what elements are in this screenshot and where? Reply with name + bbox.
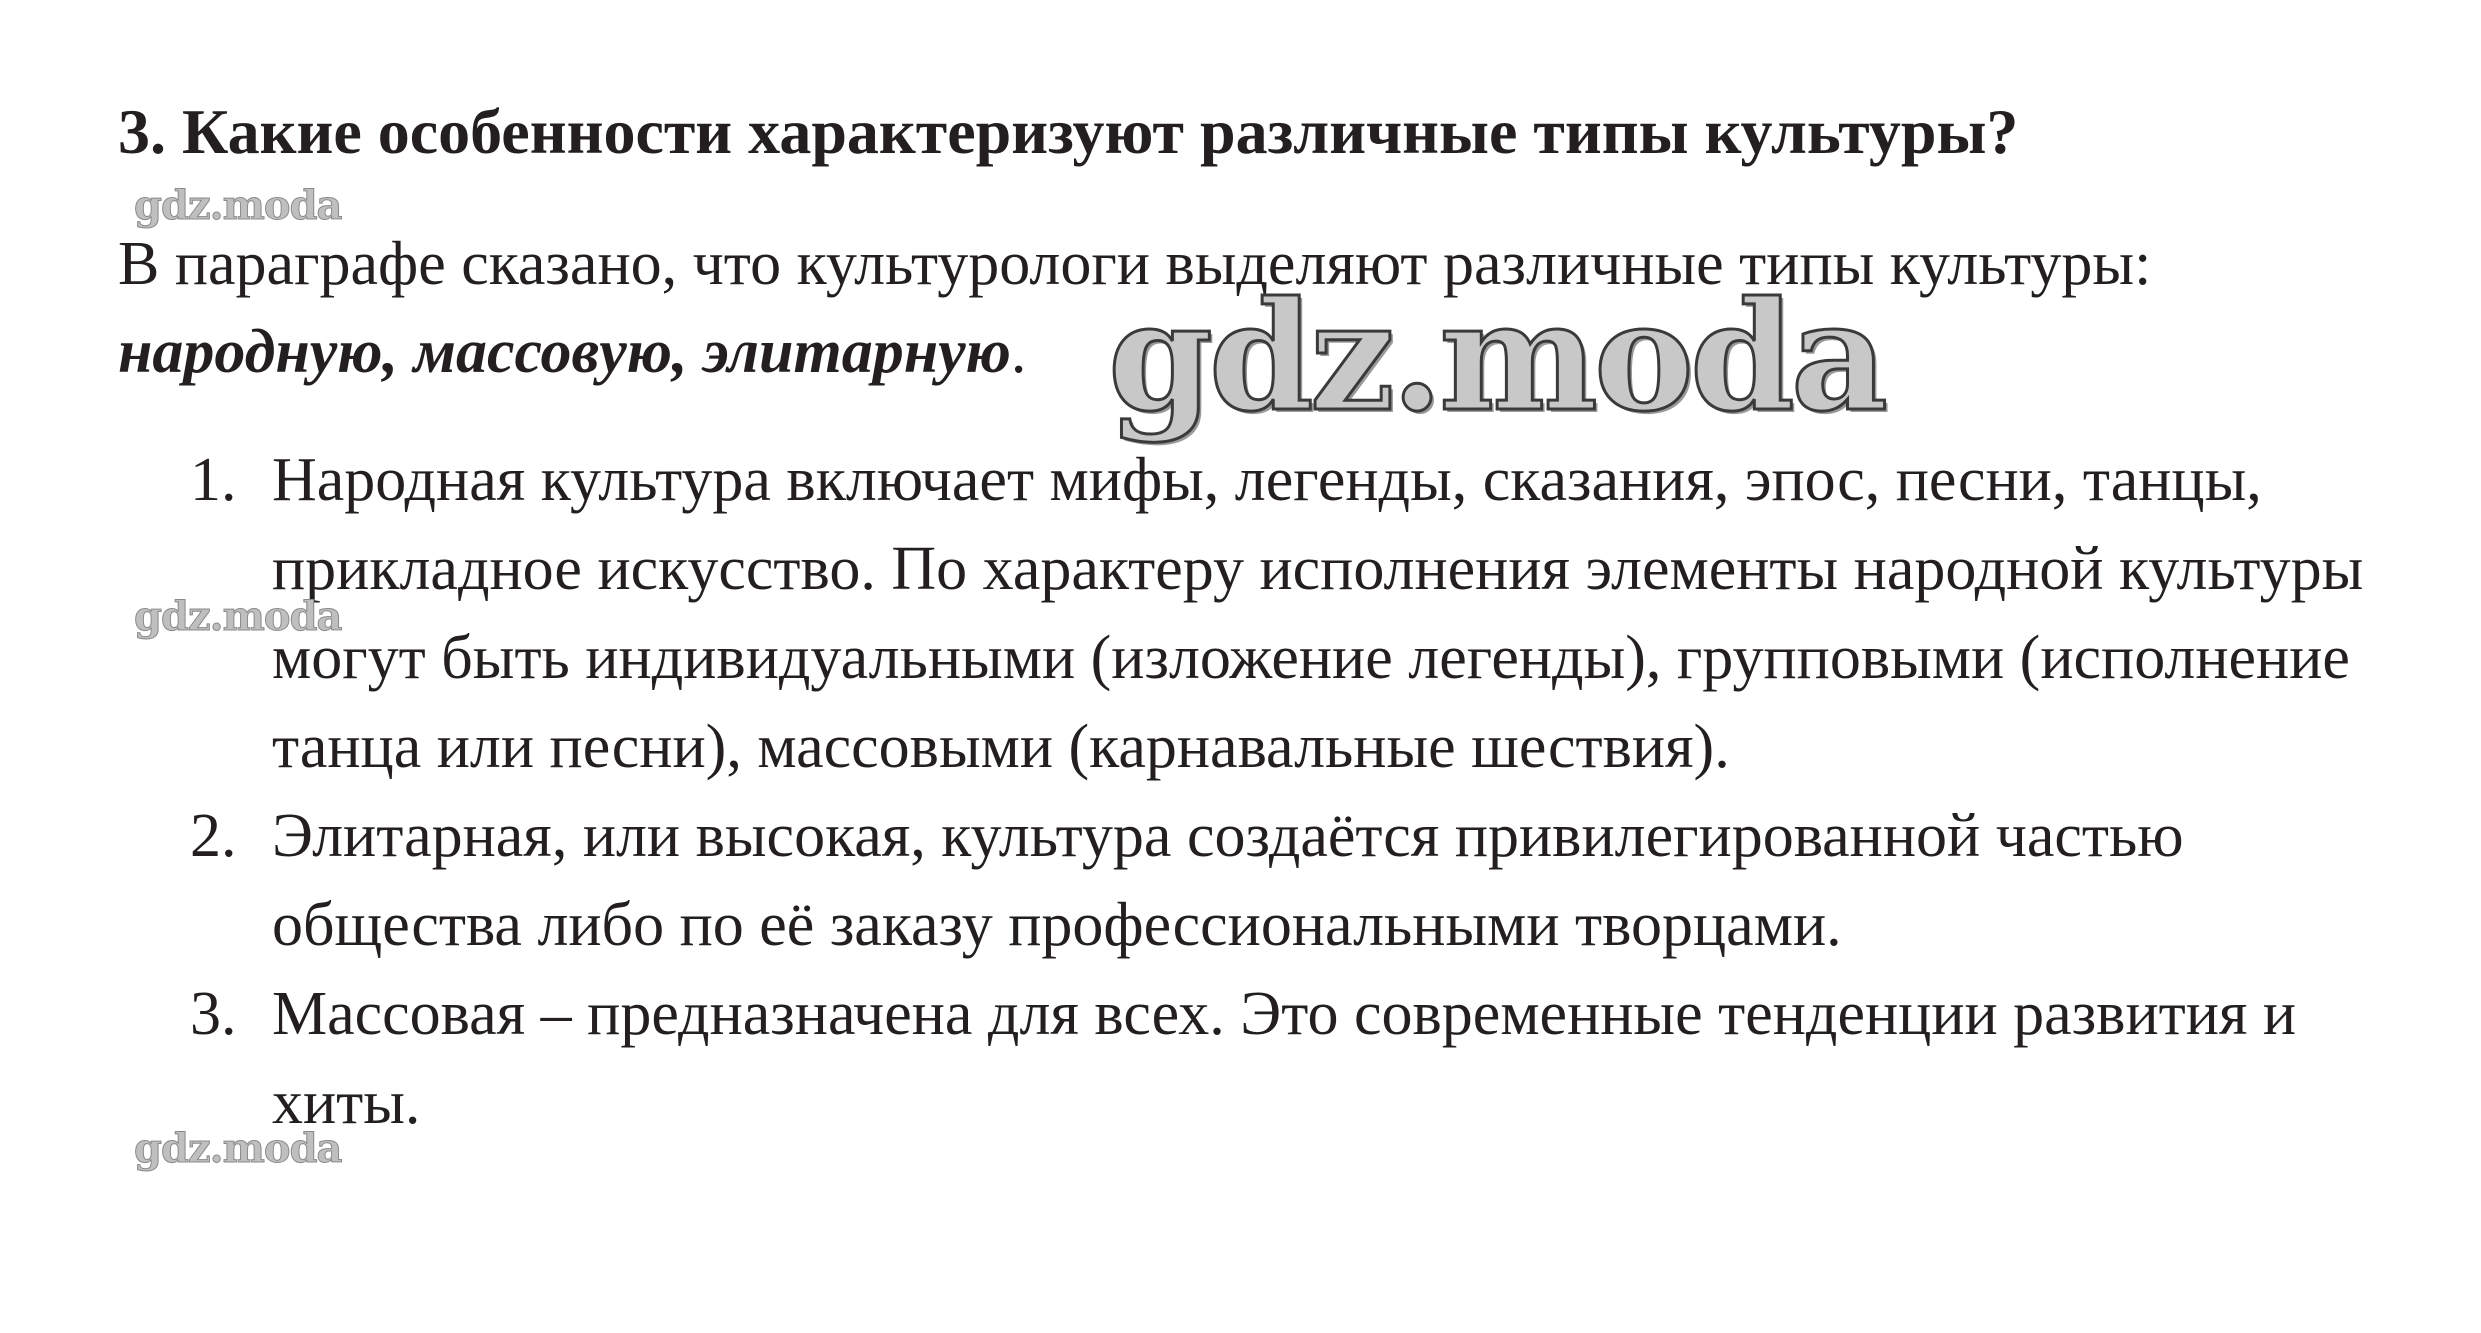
- answer-number: 1.: [190, 446, 237, 514]
- answer-number: 2.: [190, 802, 237, 870]
- watermark-small: gdz.moda: [134, 593, 342, 640]
- intro-text: В параграфе сказано, что культурологи выделяют различные типы культуры:: [118, 230, 2152, 298]
- answer-item-1: [190, 436, 2390, 792]
- answer-item-2: [190, 792, 2390, 970]
- watermark-small: gdz.moda: [134, 182, 342, 229]
- answer-text: Элитарная, или высокая, культура создаётся привилегированной частью общества либо по её заказу профессиональными творцами.: [272, 802, 2184, 959]
- watermark-small: gdz.moda: [134, 1125, 342, 1172]
- answer-item-3: [190, 970, 2390, 1148]
- answer-text: Народная культура включает мифы, легенды, сказания, эпос, песни, танцы, прикладное искусство. По характеру исполнения элементы народной культуры могут быть индивидуальными (изложение легенды), групповыми (исполнение танца или песни), массовыми (карнавальные шествия).: [272, 446, 2364, 781]
- answer-list: [190, 436, 2390, 1148]
- question-title: 3. Какие особенности характеризуют различные типы культуры?: [118, 96, 2019, 167]
- answer-text: Массовая – предназначена для всех. Это современные тенденции развития и хиты.: [272, 980, 2297, 1137]
- culture-types: народную, массовую, элитарную: [118, 318, 1011, 386]
- answer-number: 3.: [190, 980, 237, 1048]
- intro-end: .: [1010, 318, 1027, 386]
- watermark-large: gdz.moda: [1108, 269, 1885, 445]
